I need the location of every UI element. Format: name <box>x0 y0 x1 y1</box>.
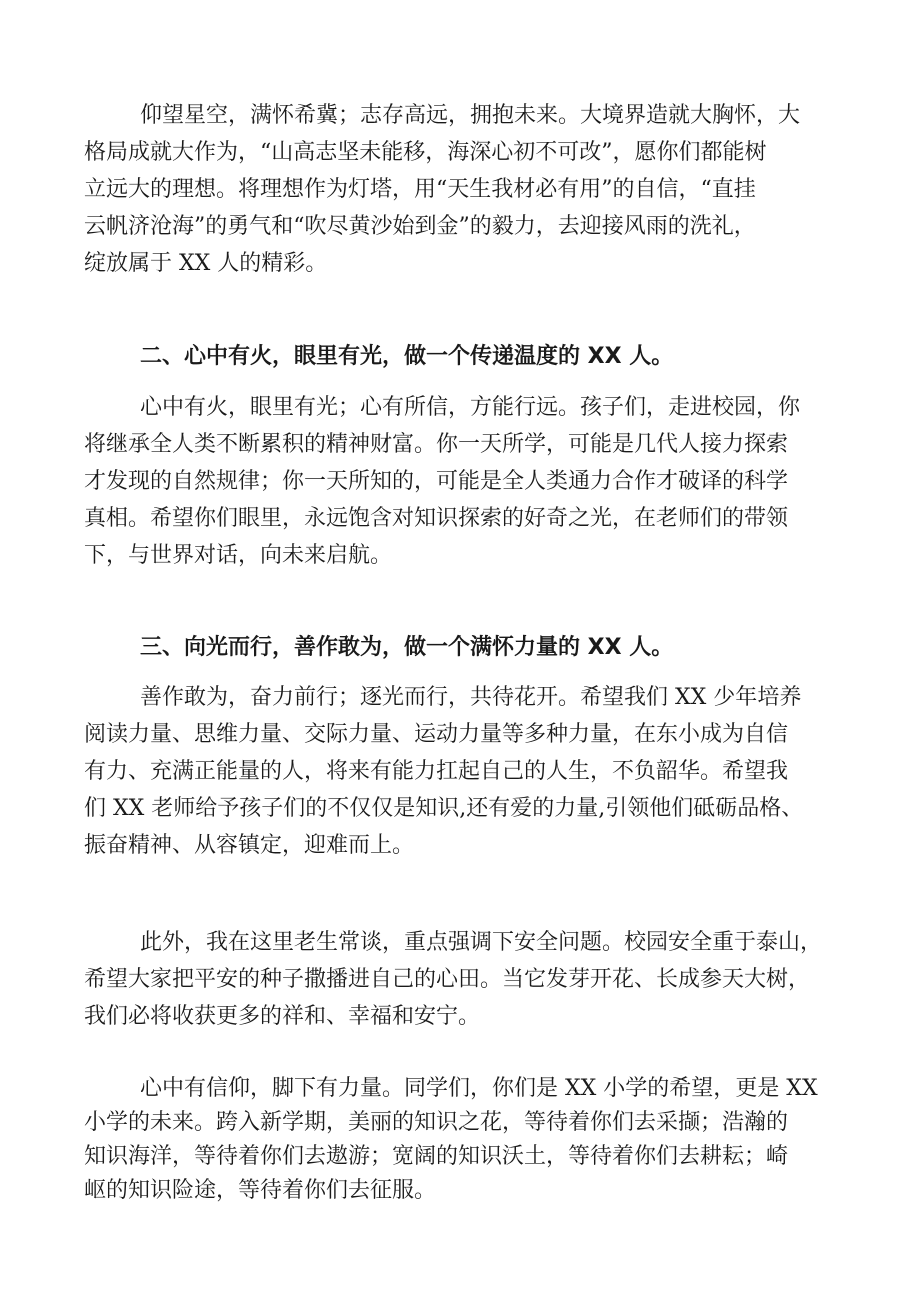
text-line: 此外，我在这里老生常谈，重点强调下安全问题。校园安全重于泰山， <box>140 930 823 955</box>
text-line: 立远大的理想。将理想作为灯塔，用“天生我材必有用”的自信，“直挂 <box>84 177 756 202</box>
text-line: 仰望星空，满怀希冀；志存高远，拥抱未来。大境界造就大胸怀，大 <box>140 103 801 128</box>
paragraph-conclusion <box>84 1072 818 1208</box>
text-line: 振奋精神、从容镇定，迎难而上。 <box>84 833 415 858</box>
text-line: 将继承全人类不断累积的精神财富。你一天所学，可能是几代人接力探索 <box>84 432 789 457</box>
text-line: 真相。希望你们眼里，永远饱含对知识探索的好奇之光，在老师们的带领 <box>84 506 789 531</box>
text-line: 绽放属于 XX 人的精彩。 <box>84 251 328 276</box>
text-line: 善作敢为，奋力前行；逐光而行，共待花开。希望我们 XX 少年培养 <box>140 685 802 710</box>
paragraph-safety <box>84 924 823 1035</box>
paragraph-strength <box>84 679 804 864</box>
text-line: 知识海洋，等待着你们去遨游；宽阔的知识沃土，等待着你们去耕耘；崎 <box>84 1144 789 1169</box>
text-line: 云帆济沧海”的勇气和“吹尽黄沙始到金”的毅力，去迎接风雨的洗礼， <box>84 214 756 239</box>
text-line: 格局成就大作为，“山高志坚未能移，海深心初不可改”，愿你们都能树 <box>84 140 767 165</box>
text-line: 下，与世界对话，向未来启航。 <box>84 543 393 568</box>
text-line: 阅读力量、思维力量、交际力量、运动力量等多种力量，在东小成为自信 <box>84 722 789 747</box>
text-line: 心中有火，眼里有光；心有所信，方能行远。孩子们，走进校园，你 <box>140 395 801 420</box>
section-heading-3: 三、向光而行，善作敢为，做一个满怀力量的 XX 人。 <box>140 635 674 660</box>
text-line: 才发现的自然规律；你一天所知的，可能是全人类通力合作才破译的科学 <box>84 469 789 494</box>
text-line: 小学的未来。跨入新学期，美丽的知识之花，等待着你们去采撷；浩瀚的 <box>84 1110 789 1135</box>
section-heading-2: 二、心中有火，眼里有光，做一个传递温度的 XX 人。 <box>140 344 674 369</box>
text-line: 们 XX 老师给予孩子们的不仅仅是知识,还有爱的力量,引领他们砥砺品格、 <box>84 796 804 821</box>
paragraph-light <box>84 389 801 574</box>
text-line: 心中有信仰，脚下有力量。同学们，你们是 XX 小学的希望，更是 XX <box>140 1076 818 1101</box>
text-line: 希望大家把平安的种子撒播进自己的心田。当它发芽开花、长成参天大树， <box>84 967 811 992</box>
text-line: 岖的知识险途，等待着你们去征服。 <box>84 1178 437 1203</box>
text-line: 有力、充满正能量的人，将来有能力扛起自己的人生，不负韶华。希望我 <box>84 759 789 784</box>
paragraph-ideals <box>84 97 801 282</box>
text-line: 我们必将收获更多的祥和、幸福和安宁。 <box>84 1004 481 1029</box>
